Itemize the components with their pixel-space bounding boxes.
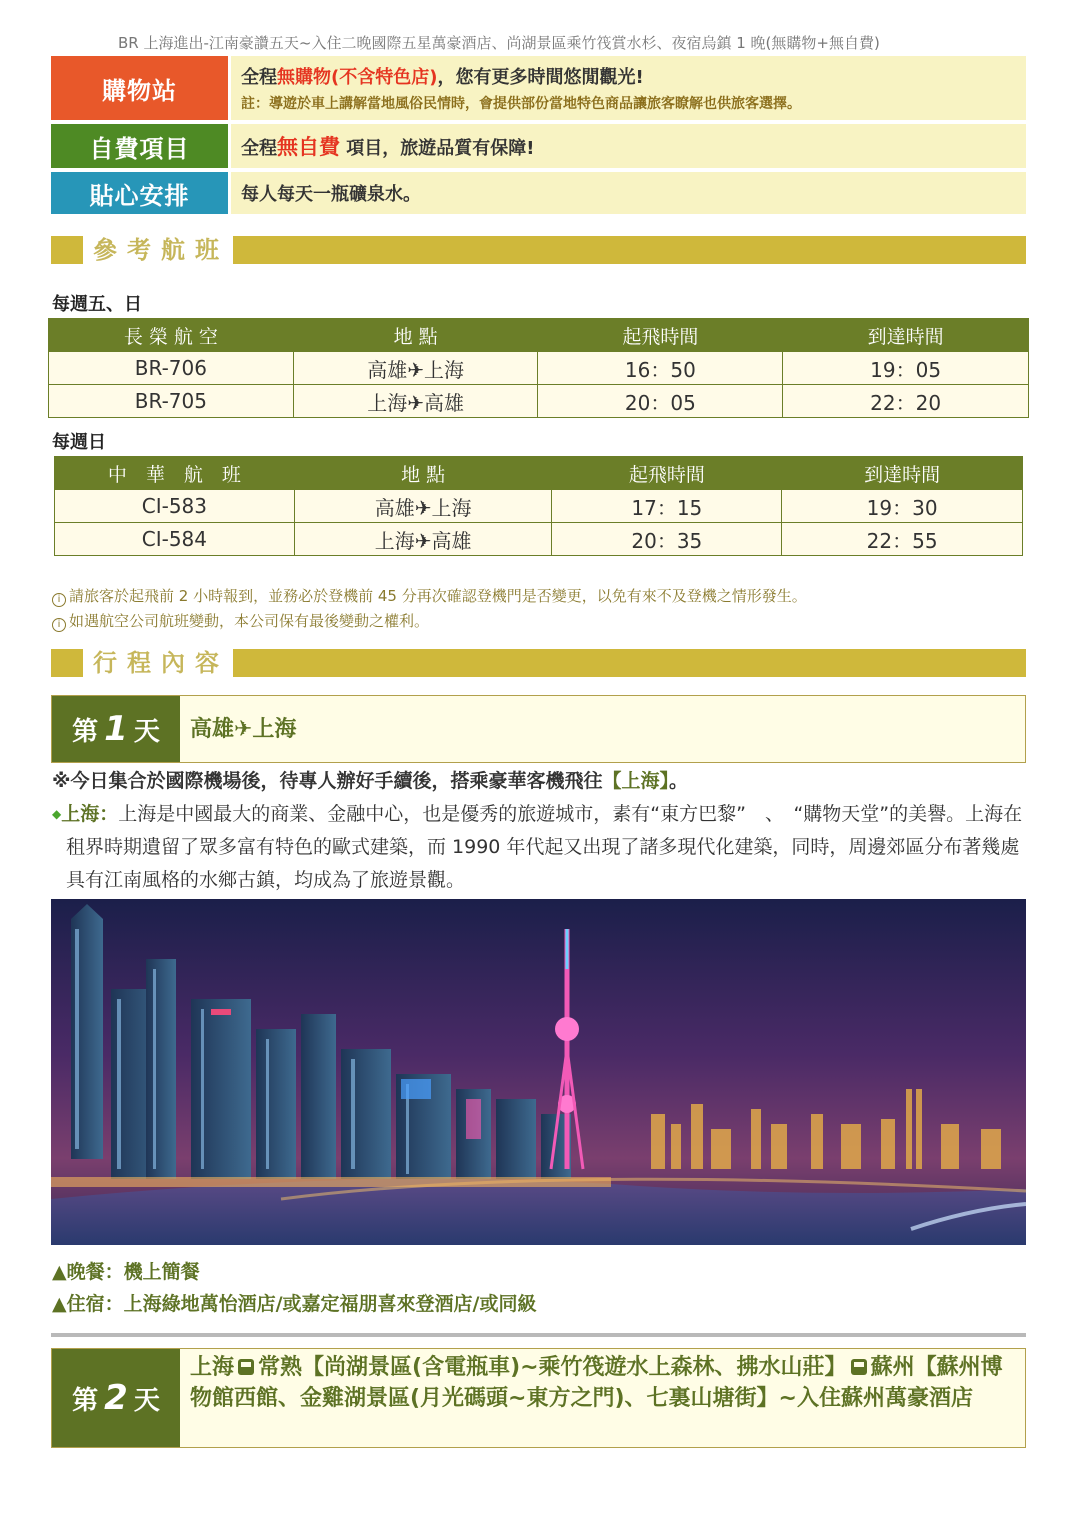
flight-route: 高雄✈上海 — [294, 490, 552, 523]
table-header-row — [49, 319, 1029, 352]
header-arrive: 到達時間 — [782, 457, 1023, 490]
flight-number: CI-583 — [55, 490, 295, 523]
header-arrive: 到達時間 — [783, 319, 1029, 352]
info-icon: i — [52, 618, 66, 632]
section-header-itinerary — [51, 649, 1026, 677]
shopping-label: 購物站 — [51, 56, 228, 120]
header-airline: 中 華 航 班 — [55, 457, 295, 490]
day-1-intro: ※今日集合於國際機場後，待專人辦好手續後，搭乘豪華客機飛往【上海】。 — [52, 770, 689, 792]
care-content — [231, 172, 1026, 214]
flight-number: BR-706 — [49, 352, 294, 385]
care-main-text: 每人每天一瓶礦泉水。 — [241, 184, 421, 205]
flight-arrive: 19：30 — [782, 490, 1023, 523]
header-airline: 長 榮 航 空 — [49, 319, 294, 352]
flight-depart: 20：35 — [552, 523, 782, 556]
section-bar — [233, 236, 1026, 264]
flight-table-br — [48, 318, 1029, 418]
shopping-main-text: 全程無購物(不含特色店)，您有更多時間悠閒觀光! — [241, 67, 644, 88]
section-title: 行程內容 — [83, 649, 233, 677]
day-1-hotel: ▲住宿：上海綠地萬怡酒店/或嘉定福朋喜來登酒店/或同級 — [52, 1293, 537, 1315]
flight-arrive: 22：55 — [782, 523, 1023, 556]
shopping-content — [231, 56, 1026, 120]
section-header-flights — [51, 236, 1026, 264]
flight-arrive: 19：05 — [783, 352, 1029, 385]
day-2-header — [51, 1348, 1026, 1448]
flight-number: BR-705 — [49, 385, 294, 418]
day-2-tag: 第 2 天 — [52, 1349, 180, 1447]
table-row — [55, 523, 1023, 556]
section-title: 參考航班 — [83, 236, 233, 264]
day-1-header — [51, 695, 1026, 763]
header-place: 地 點 — [294, 457, 552, 490]
day-1-tag: 第 1 天 — [52, 696, 180, 762]
header-depart: 起飛時間 — [552, 457, 782, 490]
table-row — [49, 385, 1029, 418]
flight-table-ci — [54, 456, 1023, 556]
shopping-note: 註：導遊於車上講解當地風俗民情時，會提供部份當地特色商品讓旅客瞭解也供旅客選擇。 — [241, 96, 801, 112]
flight-route: 上海✈高雄 — [293, 385, 538, 418]
header-depart: 起飛時間 — [538, 319, 783, 352]
section-bar — [233, 649, 1026, 677]
day-2-title: 上海 常熟【尚湖景區(含電瓶車)~乘竹筏遊水上森林、拂水山莊】 蘇州【蘇州博物館西館、金雞湖景區(月光碼頭~東方之門)、七裏山塘街】~入住蘇州萬豪酒店 — [190, 1355, 1003, 1411]
document-title: BR 上海進出-江南豪讚五天~入住二晚國際五星萬豪酒店、尚湖景區乘竹筏賞水杉、夜宿烏鎮 1 晚(無購物+無自費) — [118, 34, 880, 52]
day-1-title: 高雄✈上海 — [190, 716, 297, 742]
schedule-label: 每週五、日 — [52, 294, 142, 315]
section-block — [51, 649, 83, 677]
flight-arrive: 22：20 — [783, 385, 1029, 418]
table-row — [49, 352, 1029, 385]
optional-content — [231, 124, 1026, 168]
flight-depart: 20：05 — [538, 385, 783, 418]
notice-change: i 如遇航空公司航班變動，本公司保有最後變動之權利。 — [52, 610, 429, 632]
schedule-label: 每週日 — [52, 432, 106, 453]
notice-checkin: i 請旅客於起飛前 2 小時報到，並務必於登機前 45 分再次確認登機門是否變更，以免有來不及登機之情形發生。 — [52, 585, 807, 607]
info-icon: i — [52, 593, 66, 607]
divider — [51, 1333, 1026, 1337]
flight-depart: 16：50 — [538, 352, 783, 385]
flight-route: 上海✈高雄 — [294, 523, 552, 556]
diamond-icon: ◆ — [52, 807, 62, 821]
flight-depart: 17：15 — [552, 490, 782, 523]
flight-route: 高雄✈上海 — [293, 352, 538, 385]
info-row-optional — [51, 124, 1026, 168]
bus-icon — [851, 1359, 867, 1375]
section-block — [51, 236, 83, 264]
day-1-meal: ▲晚餐：機上簡餐 — [52, 1261, 200, 1283]
table-row — [55, 490, 1023, 523]
day-1-description: ◆上海：上海是中國最大的商業、金融中心，也是優秀的旅遊城市，素有“東方巴黎” 、 “購物天堂”的美譽。上海在租界時期遺留了眾多富有特色的歐式建築，而 1990 年代起又出現了諸多現代化建築，同時，周邊郊區分布著幾處具有江南風格的水鄉古鎮，均成為了旅遊景觀。 — [52, 803, 1023, 891]
info-row-shopping — [51, 56, 1026, 120]
table-header-row — [55, 457, 1023, 490]
header-place: 地 點 — [293, 319, 538, 352]
shanghai-skyline-photo — [51, 899, 1026, 1245]
flight-number: CI-584 — [55, 523, 295, 556]
bus-icon — [238, 1359, 254, 1375]
care-label: 貼心安排 — [51, 172, 228, 214]
optional-main-text: 全程無自費 項目，旅遊品質有保障! — [241, 135, 535, 159]
optional-label: 自費項目 — [51, 124, 228, 168]
info-row-care — [51, 172, 1026, 214]
